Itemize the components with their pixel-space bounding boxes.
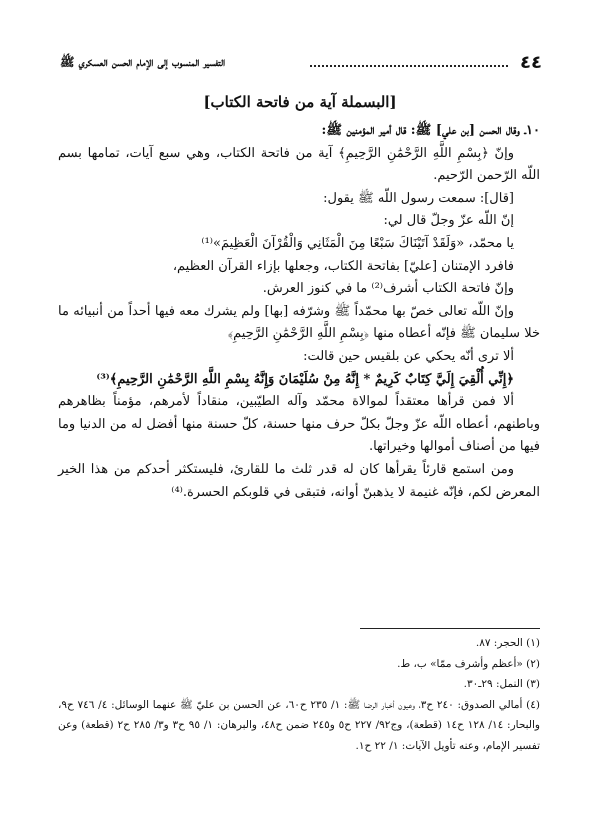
paragraph: وإنّ ﴿بِسْمِ اللَّهِ الرَّحْمَٰنِ الرَّحِيمِ﴾ آية من فاتحة الكتاب، وهي سبع آيات، تمامها بسم اللّه الرّحمن الرّحيم. xyxy=(58,145,540,184)
running-title: التفسير المنسوب إلى الإمام الحسن العسكري ﷺ xyxy=(60,55,226,69)
quran-verse: ﴿إِنِّي أُلْقِيَ إِلَيَّ كِتَابٌ كَرِيمٌ * إِنَّهُ مِنْ سُلَيْمَانَ وَإِنَّهُ بِسْمِ اللَّهِ الرَّحْمَٰنِ الرَّحِيمِ﴾⁽³⁾ xyxy=(96,371,514,387)
footnote-divider xyxy=(360,628,540,629)
paragraph: ألا فمن قرأها معتقداً لموالاة محمّد وآله الطيّبين، منقاداً لأمرهم، مؤمناً بظاهرهم وباطنهم، أعطاه اللّه عزّ وجلّ بكلّ حرف منها حسنة، كلّ حسنة منها أفضل له من الدنيا وما فيها من أصناف أموالها وخيراتها. xyxy=(58,394,540,455)
paragraph: وإنّ فاتحة الكتاب أشرف⁽²⁾ ما في كنوز العرش. xyxy=(262,281,514,297)
footnotes xyxy=(58,633,540,756)
page-number: ٤٤ xyxy=(520,52,542,73)
body-text xyxy=(58,120,540,504)
footnote: (١) الحجر: ٨٧. xyxy=(475,637,540,649)
running-header xyxy=(60,52,542,74)
footnote: (٤) أمالي الصدوق: ٢٤٠ ح٣، وعيون أخبار الرضا ﷺ: ١/ ٢٣٥ ح٦٠، عن الحسن بن عليّ ﷺ عنهما الوسائل: ٤/ ٧٤٦ ح٩، والبحار: ١٤/ ١٢٨ ح١٤ (قطعة)، وج٩٢/ ٢٢٧ ح٥ و٢٤٥ ضمن ح٤٨، والبرهان: ١/ ٩٥ ح٣ و٣/ ٢٨٥ ح٢ (قطعة) وعن تفسير الإمام، وعنه تأويل الآيات: ١/ ٢٢ ح١. xyxy=(58,698,540,752)
footnote: (٣) النمل: ٢٩ـ٣٠. xyxy=(463,678,540,690)
section-heading: [البسملة آية من فاتحة الكتاب] xyxy=(203,93,397,111)
paragraph: يا محمّد، «وَلَقَدْ آتَيْنَاكَ سَبْعًا مِنَ الْمَثَانِي وَالْقُرْآنَ الْعَظِيمَ»⁽¹⁾ xyxy=(201,235,514,251)
paragraph: وإنّ اللّه تعالى خصّ بها محمّداً ﷺ وشرّفه [بها] ولم يشرك معه فيها أحداً من أنبيائه ما خلا سليمان ﷺ فإنّه أعطاه منها ﴿بِسْمِ اللَّهِ الرَّحْمَٰنِ الرَّحِيمِ﴾ xyxy=(58,303,540,342)
paragraph: ألا ترى أنّه يحكي عن بلقيس حين قالت: xyxy=(303,348,514,364)
paragraph: [قال]: سمعت رسول اللّه ﷺ يقول: xyxy=(323,190,514,206)
paragraph: إنّ اللّه عزّ وجلّ قال لي: xyxy=(383,213,514,229)
header-dotted-rule xyxy=(310,65,508,67)
footnote: (٢) «أعظم وأشرف ممّا» ب، ط. xyxy=(397,657,540,670)
paragraph: ومن استمع قارئاً يقرأها كان له قدر ثلث ما للقارئ، فليستكثر أحدكم من هذا الخير المعرض لكم، فإنّه غنيمة لا يذهبنّ أوانه، فتبقى في قلوبكم الحسرة.⁽⁴⁾ xyxy=(58,461,540,500)
paragraph-hadith-opening: ١٠ـ وقال الحسن [بن علي] ﷺ: قال أمير المؤمنين ﷺ: xyxy=(321,123,540,138)
paragraph: فافرد الإمتنان [عليّ] بفاتحة الكتاب، وجعلها بإزاء القرآن العظيم، xyxy=(172,258,514,274)
